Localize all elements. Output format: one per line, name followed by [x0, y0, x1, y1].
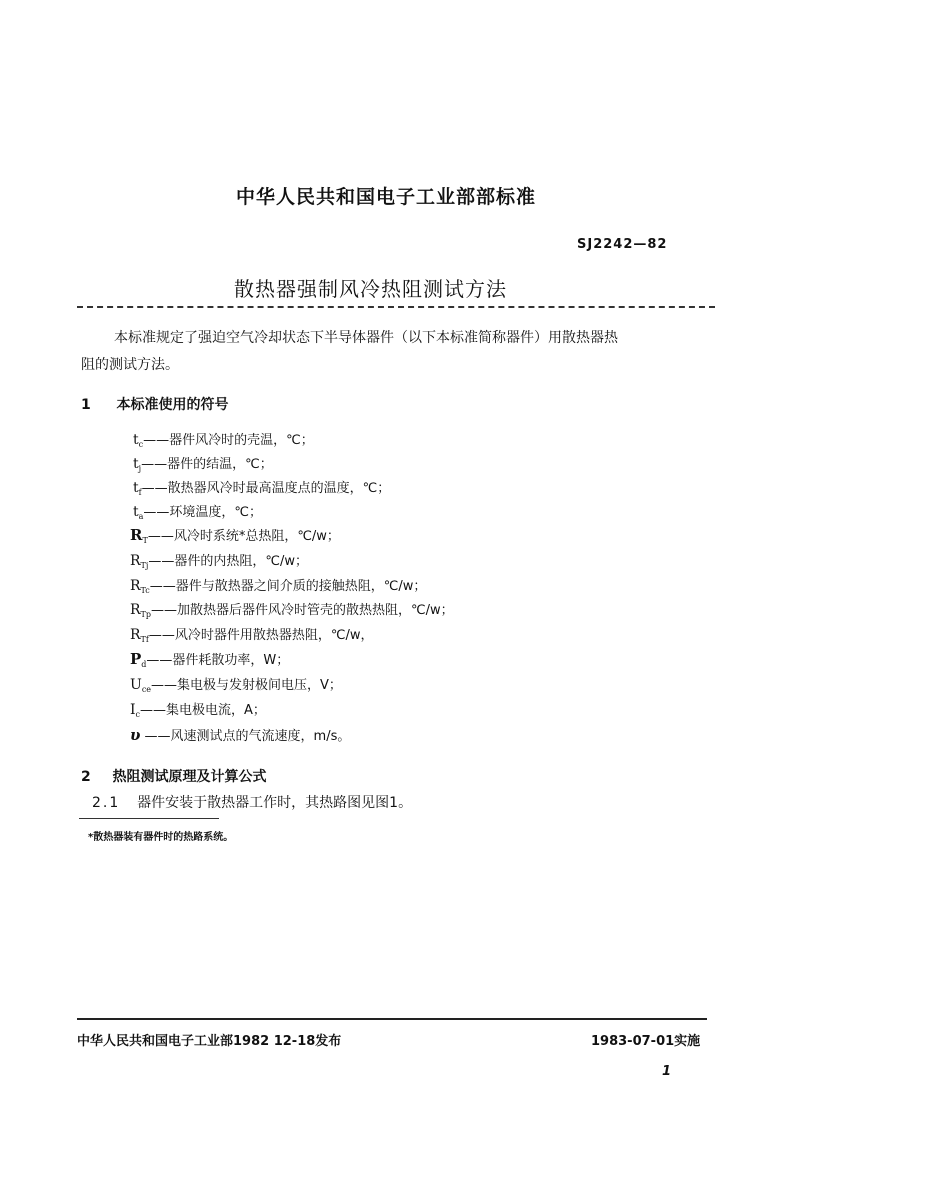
section-2-number: 2 — [81, 769, 91, 785]
footnote: *散热器装有器件时的热路系统。 — [88, 832, 234, 843]
symbol-main: t — [133, 432, 139, 448]
intro-line-1: 本标准规定了强迫空气冷却状态下半导体器件（以下本标准简称器件）用散热器热 — [114, 330, 618, 346]
subsection-number: 2.1 — [92, 795, 121, 811]
symbol-description: ——器件的结温，℃； — [141, 457, 273, 472]
symbol-description: ——风速测试点的气流速度，m/s。 — [140, 729, 351, 744]
section-1-title: 本标准使用的符号 — [116, 397, 229, 413]
footer-rule — [77, 1018, 707, 1020]
effective-date: 1983-07-01实施 — [591, 1034, 701, 1049]
symbol-row — [130, 699, 266, 719]
subsection-text: 器件安装于散热器工作时，其热路图见图1。 — [137, 795, 413, 811]
symbol-subscript: a — [138, 512, 144, 521]
symbol-main: P — [130, 650, 142, 668]
document-title: 散热器强制风冷热阻测试方法 — [234, 277, 507, 301]
page-number: 1 — [662, 1064, 672, 1079]
symbol-subscript: ce — [141, 685, 152, 694]
symbol-row — [133, 453, 273, 473]
symbol-subscript: c — [138, 440, 144, 449]
symbol-description: ——集电极与发射极间电压，V； — [151, 678, 342, 693]
symbol-subscript: T — [142, 536, 148, 545]
symbol-main: t — [133, 504, 139, 520]
symbol-main: υ — [130, 726, 141, 744]
symbol-description: ——风冷时器件用散热器热阻，℃/w， — [148, 628, 374, 643]
section-1-number: 1 — [81, 397, 91, 413]
standard-number: SJ2242—82 — [577, 237, 668, 252]
symbol-description: ——器件与散热器之间介质的接触热阻，℃/w； — [149, 579, 427, 594]
symbol-subscript: j — [138, 464, 142, 473]
symbol-main: R — [130, 627, 141, 643]
symbol-main: t — [133, 480, 139, 496]
footnote-rule — [79, 818, 219, 819]
symbol-description: ——环境温度，℃； — [143, 505, 263, 520]
symbol-main: R — [130, 578, 141, 594]
issue-date: 中华人民共和国电子工业部1982 12-18发布 — [77, 1034, 342, 1049]
symbol-subscript: Tc — [140, 586, 150, 595]
title-rule — [77, 306, 715, 308]
symbol-description: ——散热器风冷时最高温度点的温度，℃； — [141, 481, 391, 496]
symbol-row — [130, 599, 454, 619]
symbol-description: ——加散热器后器件风冷时管壳的散热热阻，℃/w； — [151, 603, 454, 618]
section-1-heading — [81, 394, 229, 414]
symbol-row — [133, 429, 314, 449]
symbol-subscript: c — [135, 710, 141, 719]
section-2-title: 热阻测试原理及计算公式 — [112, 769, 267, 785]
symbol-main: t — [133, 456, 139, 472]
symbol-main: R — [130, 602, 141, 618]
symbol-row — [130, 575, 426, 595]
intro-line-2: 阻的测试方法。 — [81, 357, 179, 373]
symbol-subscript: Tp — [140, 610, 152, 619]
symbol-main: R — [130, 553, 141, 569]
symbol-main: I — [130, 702, 136, 718]
symbol-row — [130, 525, 340, 545]
symbol-main: R — [130, 526, 143, 544]
symbol-description: ——风冷时系统*总热阻，℃/w； — [147, 529, 340, 544]
symbol-row — [130, 550, 308, 570]
ministry-title: 中华人民共和国电子工业部部标准 — [236, 186, 537, 208]
symbol-description: ——器件耗散功率，W； — [146, 653, 290, 668]
symbol-row — [130, 649, 289, 669]
symbol-subscript: f — [138, 488, 142, 497]
symbol-row — [133, 501, 262, 521]
symbol-subscript: Tj — [140, 561, 149, 570]
symbol-subscript: d — [141, 660, 147, 669]
symbol-description: ——集电极电流，A； — [140, 703, 266, 718]
symbol-description: ——器件风冷时的壳温，℃； — [143, 433, 314, 448]
symbol-subscript: Tf — [140, 635, 149, 644]
symbol-row — [133, 477, 390, 497]
section-2-heading — [81, 766, 267, 786]
symbol-row — [130, 674, 342, 694]
symbol-row — [130, 624, 373, 644]
symbol-main: U — [130, 677, 142, 693]
symbol-description: ——器件的内热阻，℃/w； — [148, 554, 308, 569]
symbol-row — [130, 725, 350, 745]
subsection-2-1 — [92, 792, 412, 812]
